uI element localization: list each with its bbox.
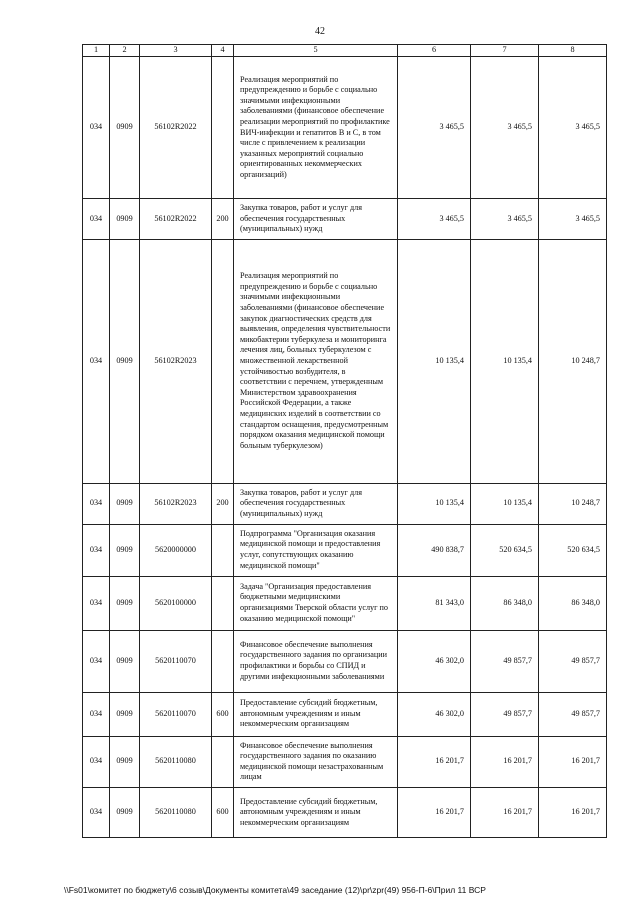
cell-amount-year3: 3 465,5 <box>539 199 607 240</box>
cell-admin-code: 034 <box>83 57 110 199</box>
cell-expense-type: 600 <box>212 787 234 837</box>
cell-expense-type: 200 <box>212 483 234 524</box>
column-header: 5 <box>234 45 398 57</box>
cell-amount-year3: 3 465,5 <box>539 57 607 199</box>
cell-amount-year2: 3 465,5 <box>471 57 539 199</box>
cell-target-article: 5620100000 <box>140 576 212 630</box>
column-header: 3 <box>140 45 212 57</box>
table-row <box>83 483 607 524</box>
cell-description: Финансовое обеспечение выполнения государственного задания по оказанию медицинской помощи незастрахованным лицам <box>234 736 398 787</box>
cell-expense-type <box>212 57 234 199</box>
cell-amount-year3: 16 201,7 <box>539 787 607 837</box>
cell-section-code: 0909 <box>110 239 140 483</box>
cell-amount-year2: 86 348,0 <box>471 576 539 630</box>
cell-expense-type <box>212 576 234 630</box>
cell-amount-year3: 10 248,7 <box>539 483 607 524</box>
cell-expense-type <box>212 524 234 576</box>
table-header-row <box>83 45 607 57</box>
cell-description: Закупка товаров, работ и услуг для обеспечения государственных (муниципальных) нужд <box>234 483 398 524</box>
cell-admin-code: 034 <box>83 239 110 483</box>
cell-amount-year1: 3 465,5 <box>398 199 471 240</box>
cell-amount-year1: 46 302,0 <box>398 692 471 736</box>
cell-admin-code: 034 <box>83 483 110 524</box>
cell-description: Предоставление субсидий бюджетным, автономным учреждениям и иным некоммерческим организациям <box>234 787 398 837</box>
cell-target-article: 5620110070 <box>140 692 212 736</box>
table-row <box>83 239 607 483</box>
cell-section-code: 0909 <box>110 576 140 630</box>
cell-amount-year2: 49 857,7 <box>471 692 539 736</box>
cell-amount-year1: 46 302,0 <box>398 630 471 692</box>
cell-amount-year1: 16 201,7 <box>398 736 471 787</box>
cell-admin-code: 034 <box>83 524 110 576</box>
cell-expense-type <box>212 630 234 692</box>
cell-target-article: 5620000000 <box>140 524 212 576</box>
cell-admin-code: 034 <box>83 736 110 787</box>
cell-section-code: 0909 <box>110 692 140 736</box>
cell-amount-year2: 10 135,4 <box>471 239 539 483</box>
cell-section-code: 0909 <box>110 199 140 240</box>
table-row <box>83 630 607 692</box>
cell-admin-code: 034 <box>83 787 110 837</box>
cell-target-article: 5620110080 <box>140 736 212 787</box>
cell-amount-year2: 520 634,5 <box>471 524 539 576</box>
column-header: 2 <box>110 45 140 57</box>
budget-table <box>82 44 607 838</box>
cell-expense-type <box>212 239 234 483</box>
cell-expense-type: 600 <box>212 692 234 736</box>
table-row <box>83 576 607 630</box>
cell-amount-year2: 16 201,7 <box>471 787 539 837</box>
cell-target-article: 5620110070 <box>140 630 212 692</box>
cell-amount-year3: 86 348,0 <box>539 576 607 630</box>
cell-amount-year3: 10 248,7 <box>539 239 607 483</box>
cell-amount-year1: 16 201,7 <box>398 787 471 837</box>
table-row <box>83 524 607 576</box>
table-row <box>83 57 607 199</box>
cell-amount-year3: 520 634,5 <box>539 524 607 576</box>
column-header: 6 <box>398 45 471 57</box>
cell-amount-year1: 81 343,0 <box>398 576 471 630</box>
cell-description: Финансовое обеспечение выполнения государственного задания по организации профилактики и борьбы со СПИД и другими инфекционными заболеваниями <box>234 630 398 692</box>
cell-amount-year3: 16 201,7 <box>539 736 607 787</box>
table-row <box>83 736 607 787</box>
cell-amount-year3: 49 857,7 <box>539 630 607 692</box>
cell-amount-year2: 16 201,7 <box>471 736 539 787</box>
cell-target-article: 56102R2022 <box>140 199 212 240</box>
table-row <box>83 199 607 240</box>
cell-section-code: 0909 <box>110 524 140 576</box>
cell-section-code: 0909 <box>110 787 140 837</box>
cell-description: Реализация мероприятий по предупреждению и борьбе с социально значимыми инфекционными заболеваниями (финансовое обеспечение закупок диагностических средств для выявления, определения чувствительности микобактерии туберкулеза и мониторинга лечения лиц, больных туберкулезом с множественной лекарственной устойчивостью возбудителя, в соответствии с перечнем, утвержденным Министерством здравоохранения Российской Федерации, а также медицинских изделий в соответствии со стандартом оснащения, предусмотренным порядком оказания медицинской помощи больным туберкулезом) <box>234 239 398 483</box>
column-header: 8 <box>539 45 607 57</box>
cell-amount-year1: 10 135,4 <box>398 239 471 483</box>
cell-target-article: 56102R2023 <box>140 483 212 524</box>
table-row <box>83 787 607 837</box>
cell-description: Реализация мероприятий по предупреждению и борьбе с социально значимыми инфекционными заболеваниями (финансовое обеспечение реализации мероприятий по профилактике ВИЧ-инфекции и гепатитов В и С, в том числе с привлечением к реализации указанных мероприятий социально ориентированных некоммерческих организаций) <box>234 57 398 199</box>
cell-description: Задача "Организация предоставления бюджетными медицинскими организациями Тверской области услуг по оказанию медицинской помощи" <box>234 576 398 630</box>
page-number: 42 <box>315 26 325 37</box>
cell-admin-code: 034 <box>83 630 110 692</box>
cell-amount-year1: 490 838,7 <box>398 524 471 576</box>
cell-amount-year2: 49 857,7 <box>471 630 539 692</box>
cell-admin-code: 034 <box>83 692 110 736</box>
cell-amount-year1: 10 135,4 <box>398 483 471 524</box>
column-header: 7 <box>471 45 539 57</box>
cell-target-article: 56102R2022 <box>140 57 212 199</box>
cell-target-article: 5620110080 <box>140 787 212 837</box>
cell-amount-year1: 3 465,5 <box>398 57 471 199</box>
cell-description: Закупка товаров, работ и услуг для обеспечения государственных (муниципальных) нужд <box>234 199 398 240</box>
cell-description: Предоставление субсидий бюджетным, автономным учреждениям и иным некоммерческим организациям <box>234 692 398 736</box>
cell-expense-type <box>212 736 234 787</box>
cell-section-code: 0909 <box>110 57 140 199</box>
cell-section-code: 0909 <box>110 630 140 692</box>
column-header: 1 <box>83 45 110 57</box>
cell-amount-year2: 3 465,5 <box>471 199 539 240</box>
cell-amount-year3: 49 857,7 <box>539 692 607 736</box>
cell-admin-code: 034 <box>83 576 110 630</box>
cell-admin-code: 034 <box>83 199 110 240</box>
cell-section-code: 0909 <box>110 483 140 524</box>
cell-expense-type: 200 <box>212 199 234 240</box>
cell-amount-year2: 10 135,4 <box>471 483 539 524</box>
footer-file-path: \\Fs01\комитет по бюджету\6 созыв\Документы комитета\49 заседание (12)\pr\zpr(49) 956-П-6\Прил 11 ВСР <box>64 885 486 895</box>
column-header: 4 <box>212 45 234 57</box>
cell-section-code: 0909 <box>110 736 140 787</box>
cell-target-article: 56102R2023 <box>140 239 212 483</box>
table-row <box>83 692 607 736</box>
cell-description: Подпрограмма "Организация оказания медицинской помощи и предоставления услуг, сопутствующих оказанию медицинской помощи" <box>234 524 398 576</box>
